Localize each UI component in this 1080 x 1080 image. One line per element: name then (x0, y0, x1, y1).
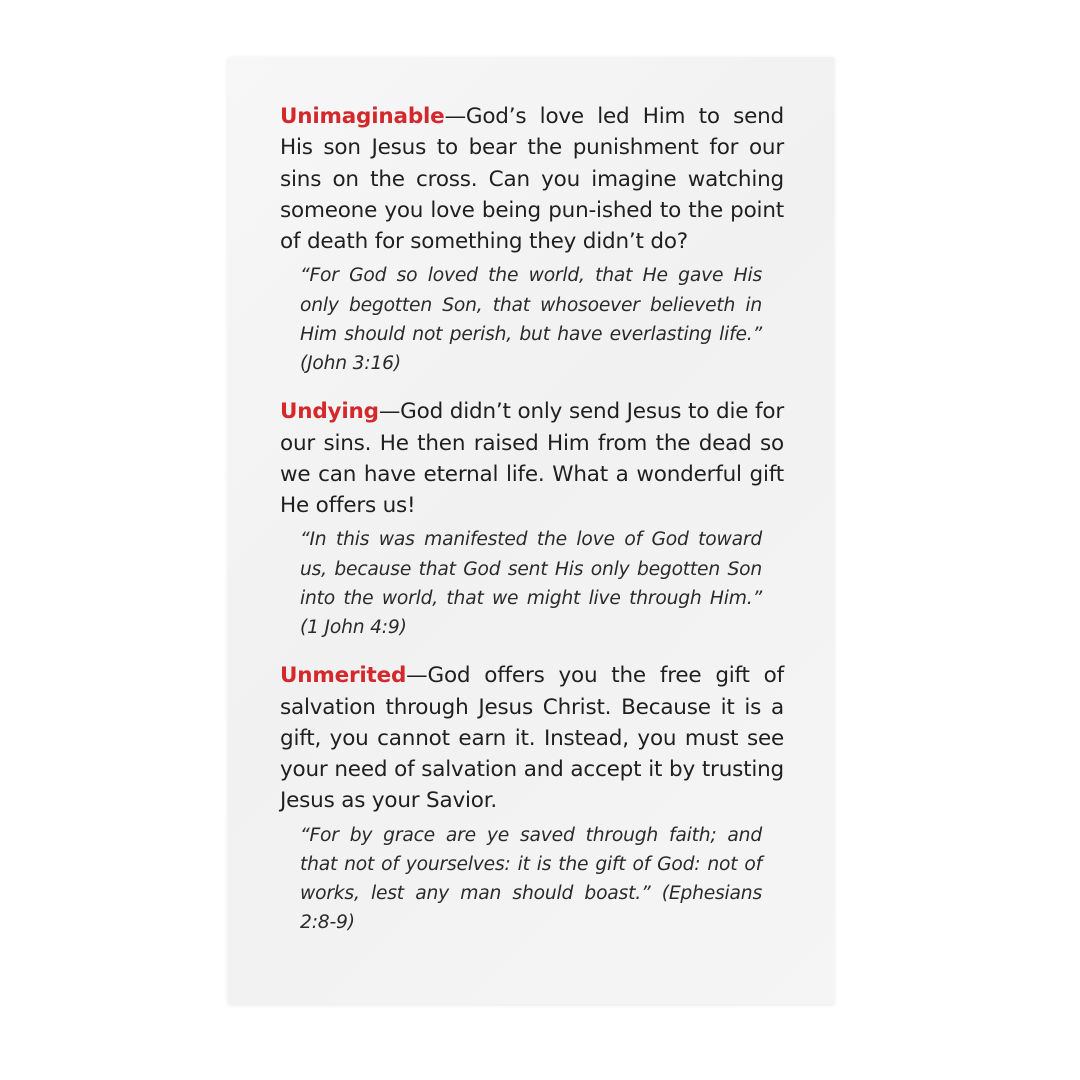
section-body (280, 660, 784, 816)
section-body-text: God offers you the free gift of salvation through Jesus Christ. Because it is a gift, you cannot earn it. Instead, you must see your need of salvation and accept it by trusting Jesus as your Savior. (280, 663, 784, 814)
section-unmerited (280, 660, 784, 937)
section-dash: — (378, 399, 401, 425)
section-body-text: God didn’t only send Jesus to die for our sins. He then raised Him from the dead so we can have eternal life. What a wonderful gift He offers us! (280, 399, 784, 519)
scripture-quote: “In this was manifested the love of God toward us, because that God sent His only begotten Son into the world, that we might live through Him.” (1 John 4:9) (300, 529, 762, 639)
tract-card (228, 57, 834, 1004)
section-keyword: Unimaginable (280, 104, 445, 129)
scripture-quote: “For by grace are ye saved through faith; and that not of yourselves: it is the gift of God: not of works, lest any man should boast.” (Ephesians 2:8-9) (300, 824, 762, 934)
section-body-text: God’s love led Him to send His son Jesus to bear the punishment for our sins on the cross. Can you imagine watching someone you love being pun-ished to the point of death for something they didn’t do? (280, 104, 784, 255)
section-keyword: Undying (280, 399, 379, 425)
section-body (280, 101, 784, 257)
section-undying (280, 396, 784, 642)
section-keyword: Unmerited (280, 663, 407, 689)
section-unimaginable (280, 101, 784, 378)
section-dash: — (406, 663, 428, 689)
scripture-quote: “For God so loved the world, that He gave His only begotten Son, that whosoever believeth in Him should not perish, but have everlasting life.” (John 3:16) (300, 265, 762, 375)
section-body (280, 396, 784, 521)
section-dash: — (444, 104, 466, 129)
